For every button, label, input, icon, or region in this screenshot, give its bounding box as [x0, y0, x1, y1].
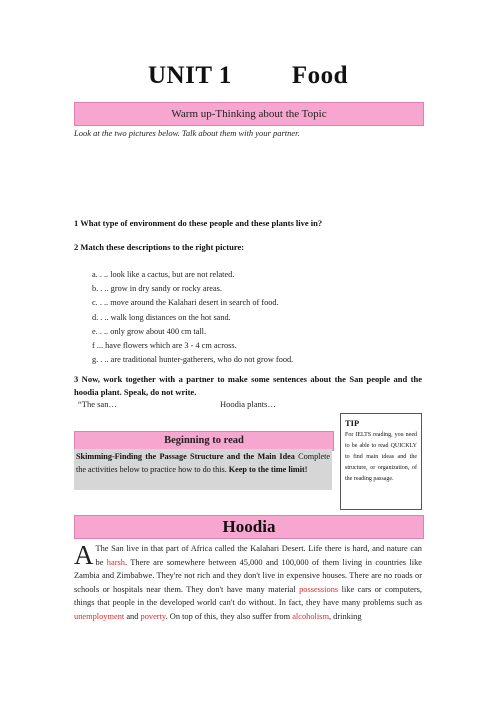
vocab-word: alcoholism [292, 611, 329, 621]
unit-number: UNIT 1 [148, 62, 232, 89]
list-item: b. . .. grow in dry sandy or rocky areas. [92, 284, 222, 294]
drop-cap: A [74, 540, 94, 570]
list-item: g. . .. are traditional hunter-gatherers, who do not grow food. [92, 355, 294, 365]
example-san: “The san… [78, 399, 117, 409]
passage-text: and [124, 611, 141, 621]
vocab-word: unemployment [74, 611, 125, 621]
list-item: e. . .. only grow about 400 cm tall. [92, 326, 207, 336]
skimming-box [74, 449, 332, 490]
beginning-heading: Beginning to read [74, 431, 334, 451]
vocab-word: poverty [140, 611, 166, 621]
question-1: 1 What type of environment do these people and these plants live in? [74, 218, 323, 228]
unit-topic: Food [291, 62, 348, 89]
question-2: 2 Match these descriptions to the right picture: [74, 242, 245, 252]
time-limit-note: Keep to the time limit! [228, 465, 308, 474]
vocab-word: harsh [106, 557, 125, 567]
passage-title: Hoodia [74, 515, 424, 539]
reading-passage [74, 542, 422, 623]
description-list [92, 268, 293, 367]
unit-title [0, 62, 496, 90]
question-3: 3 Now, work together with a partner to make some sentences about the San people and the hoodia plant. Speak, do not write. [74, 374, 422, 397]
list-item: c. . .. move around the Kalahari desert in search of food. [92, 298, 279, 308]
example-prompts [78, 399, 276, 409]
list-item: a. . .. look like a cactus, but are not related. [92, 270, 235, 279]
skimming-instruction: Complete the activities below to practice how to do this. [76, 452, 330, 474]
vocab-word: possessions [299, 584, 339, 594]
passage-text: . On top of this, they also suffer from [165, 611, 293, 621]
passage-text: , drinking [328, 611, 362, 621]
tip-title: TIP [345, 418, 360, 428]
passage-text: like cars or computers, things that people in the developed world can't do without. In fact, they have many problems such as [74, 584, 423, 607]
skimming-title: Skimming-Finding the Passage Structure and the Main Idea [76, 452, 295, 461]
warmup-instruction: Look at the two pictures below. Talk about them with your partner. [74, 128, 300, 138]
tip-box [340, 413, 422, 510]
passage-text: . There are somewhere between 45,000 and 100,000 of them living in countries like Zambia and Zimbabwe. They're not rich and they don't live in expensive houses. There are no roads or schools or hospitals near them. They don't have many material [74, 557, 422, 594]
warmup-heading: Warm up-Thinking about the Topic [74, 102, 424, 126]
example-hoodia: Hoodia plants… [220, 399, 276, 409]
tip-body: For IELTS reading, you need to be able to read QUICKLY to find main ideas and the structure, or organization, of the reading passage. [345, 432, 417, 482]
passage-text: The San live in that part of Africa called the Kalahari Desert. Life there is hard, and nature can be [95, 544, 422, 567]
list-item: d. . .. walk long distances on the hot sand. [92, 312, 231, 322]
list-item: f ... have flowers which are 3 - 4 cm across. [92, 341, 237, 351]
